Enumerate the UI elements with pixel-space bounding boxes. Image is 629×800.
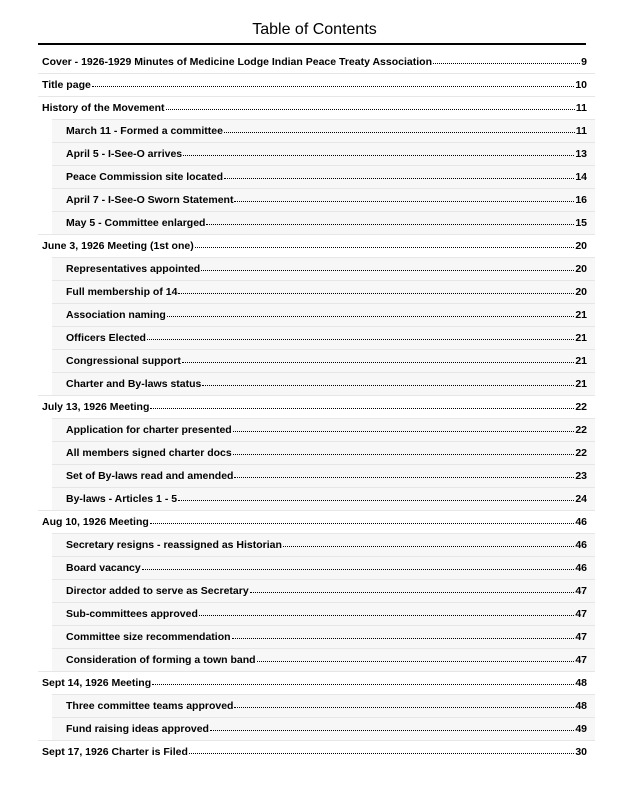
toc-entry-line bbox=[66, 539, 587, 551]
dot-leader bbox=[224, 178, 574, 179]
toc-entry-label: Charter and By-laws status bbox=[66, 378, 202, 390]
toc-entry-line bbox=[66, 217, 587, 229]
dot-leader bbox=[142, 569, 575, 570]
dot-leader bbox=[234, 201, 574, 202]
toc-entry-label: Representatives appointed bbox=[66, 263, 201, 275]
toc-entry-line bbox=[42, 102, 587, 114]
toc-entry-label: May 5 - Committee enlarged bbox=[66, 217, 206, 229]
toc-entry-line bbox=[66, 562, 587, 574]
toc-subsection-entry[interactable] bbox=[52, 142, 595, 165]
toc-section-entry[interactable] bbox=[38, 234, 595, 257]
dot-leader bbox=[199, 615, 574, 616]
toc-entry-page-number: 47 bbox=[575, 654, 587, 666]
dot-leader bbox=[210, 730, 574, 731]
toc-subsection-entry[interactable] bbox=[52, 188, 595, 211]
toc-entry-label: Full membership of 14 bbox=[66, 286, 178, 298]
toc-entry-page-number: 10 bbox=[575, 79, 587, 91]
toc-subsection-entry[interactable] bbox=[52, 257, 595, 280]
toc-entry-page-number: 20 bbox=[575, 286, 587, 298]
toc-entry-line bbox=[42, 79, 587, 91]
toc-entry-label: Sept 17, 1926 Charter is Filed bbox=[42, 746, 188, 758]
toc-entry-page-number: 13 bbox=[575, 148, 587, 160]
dot-leader bbox=[195, 247, 575, 248]
toc-entry-label: All members signed charter docs bbox=[66, 447, 232, 459]
dot-leader bbox=[234, 707, 574, 708]
toc-entry-line bbox=[66, 332, 587, 344]
toc-entry-page-number: 48 bbox=[575, 677, 587, 689]
toc-entry-page-number: 22 bbox=[575, 401, 587, 413]
toc-entry-page-number: 20 bbox=[575, 240, 587, 252]
toc-entry-line bbox=[66, 424, 587, 436]
dot-leader bbox=[152, 684, 574, 685]
dot-leader bbox=[233, 431, 575, 432]
toc-subsection-entry[interactable] bbox=[52, 211, 595, 234]
toc-entry-line bbox=[66, 654, 587, 666]
toc-entry-label: Sub-committees approved bbox=[66, 608, 198, 620]
dot-leader bbox=[233, 454, 575, 455]
toc-entry-line bbox=[66, 309, 587, 321]
toc-entry-line bbox=[42, 240, 587, 252]
toc-entry-line bbox=[42, 516, 587, 528]
toc-subsection-entry[interactable] bbox=[52, 625, 595, 648]
toc-entry-page-number: 21 bbox=[575, 332, 587, 344]
toc-entry-line bbox=[66, 263, 587, 275]
toc-entry-line bbox=[42, 56, 587, 68]
toc-entry-label: Peace Commission site located bbox=[66, 171, 223, 183]
dot-leader bbox=[150, 523, 575, 524]
toc-entry-label: Committee size recommendation bbox=[66, 631, 231, 643]
toc-subsection-entry[interactable] bbox=[52, 648, 595, 671]
table-of-contents bbox=[0, 50, 629, 763]
page-title: Table of Contents bbox=[252, 21, 377, 38]
toc-entry-page-number: 49 bbox=[575, 723, 587, 735]
toc-subsection-entry[interactable] bbox=[52, 303, 595, 326]
toc-entry-line bbox=[66, 631, 587, 643]
toc-entry-label: March 11 - Formed a committee bbox=[66, 125, 223, 137]
toc-entry-page-number: 20 bbox=[575, 263, 587, 275]
toc-subsection-entry[interactable] bbox=[52, 441, 595, 464]
toc-subsection-entry[interactable] bbox=[52, 349, 595, 372]
toc-entry-line bbox=[66, 723, 587, 735]
toc-subsection-entry[interactable] bbox=[52, 372, 595, 395]
toc-entry-label: Officers Elected bbox=[66, 332, 146, 344]
toc-entry-page-number: 22 bbox=[575, 447, 587, 459]
toc-entry-line bbox=[66, 585, 587, 597]
toc-entry-label: Application for charter presented bbox=[66, 424, 232, 436]
toc-entry-label: Fund raising ideas approved bbox=[66, 723, 209, 735]
toc-subsection-entry[interactable] bbox=[52, 119, 595, 142]
dot-leader bbox=[147, 339, 574, 340]
toc-entry-page-number: 22 bbox=[575, 424, 587, 436]
toc-entry-page-number: 16 bbox=[575, 194, 587, 206]
toc-entry-page-number: 48 bbox=[575, 700, 587, 712]
toc-subsection-entry[interactable] bbox=[52, 326, 595, 349]
toc-subsection-entry[interactable] bbox=[52, 533, 595, 556]
dot-leader bbox=[232, 638, 575, 639]
toc-entry-page-number: 46 bbox=[575, 516, 587, 528]
dot-leader bbox=[250, 592, 575, 593]
dot-leader bbox=[202, 385, 574, 386]
toc-entry-label: Three committee teams approved bbox=[66, 700, 234, 712]
toc-section-entry[interactable] bbox=[38, 671, 595, 694]
toc-entry-line bbox=[42, 746, 587, 758]
dot-leader bbox=[92, 86, 574, 87]
dot-leader bbox=[166, 109, 575, 110]
toc-entry-page-number: 11 bbox=[575, 125, 587, 137]
toc-entry-label: History of the Movement bbox=[42, 102, 165, 114]
toc-entry-line bbox=[66, 194, 587, 206]
toc-entry-label: Secretary resigns - reassigned as Historian bbox=[66, 539, 282, 551]
toc-entry-page-number: 47 bbox=[575, 631, 587, 643]
toc-entry-line bbox=[66, 125, 587, 137]
toc-entry-page-number: 30 bbox=[575, 746, 587, 758]
toc-entry-line bbox=[66, 447, 587, 459]
dot-leader bbox=[224, 132, 575, 133]
toc-entry-label: Congressional support bbox=[66, 355, 181, 367]
toc-subsection-entry[interactable] bbox=[52, 602, 595, 625]
toc-entry-line bbox=[66, 608, 587, 620]
toc-section-entry[interactable] bbox=[38, 510, 595, 533]
toc-entry-label: April 7 - I-See-O Sworn Statement bbox=[66, 194, 234, 206]
toc-entry-page-number: 23 bbox=[575, 470, 587, 482]
toc-entry-line bbox=[66, 355, 587, 367]
toc-entry-page-number: 46 bbox=[575, 562, 587, 574]
dot-leader bbox=[189, 753, 574, 754]
toc-section-entry[interactable] bbox=[38, 395, 595, 418]
toc-entry-label: Title page bbox=[42, 79, 91, 91]
dot-leader bbox=[257, 661, 575, 662]
toc-entry-line bbox=[42, 677, 587, 689]
toc-section-entry[interactable] bbox=[38, 740, 595, 763]
dot-leader bbox=[183, 155, 574, 156]
toc-section-entry[interactable] bbox=[38, 96, 595, 119]
toc-subsection-entry[interactable] bbox=[52, 717, 595, 740]
toc-entry-line bbox=[66, 148, 587, 160]
toc-entry-page-number: 46 bbox=[575, 539, 587, 551]
toc-entry-page-number: 47 bbox=[575, 608, 587, 620]
toc-section-entry[interactable] bbox=[38, 73, 595, 96]
dot-leader bbox=[167, 316, 575, 317]
toc-entry-label: Sept 14, 1926 Meeting bbox=[42, 677, 152, 689]
toc-entry-label: April 5 - I-See-O arrives bbox=[66, 148, 183, 160]
toc-subsection-entry[interactable] bbox=[52, 280, 595, 303]
toc-entry-page-number: 21 bbox=[575, 355, 587, 367]
toc-subsection-entry[interactable] bbox=[52, 579, 595, 602]
dot-leader bbox=[150, 408, 574, 409]
toc-entry-label: Aug 10, 1926 Meeting bbox=[42, 516, 149, 528]
title-divider bbox=[38, 43, 586, 45]
dot-leader bbox=[234, 477, 574, 478]
toc-entry-label: Association naming bbox=[66, 309, 166, 321]
toc-section-entry[interactable] bbox=[38, 50, 595, 73]
toc-entry-page-number: 15 bbox=[575, 217, 587, 229]
toc-entry-page-number: 47 bbox=[575, 585, 587, 597]
toc-entry-line bbox=[66, 286, 587, 298]
toc-entry-label: Board vacancy bbox=[66, 562, 141, 574]
toc-entry-label: Consideration of forming a town band bbox=[66, 654, 256, 666]
toc-entry-page-number: 21 bbox=[575, 309, 587, 321]
toc-entry-line bbox=[66, 171, 587, 183]
toc-entry-label: By-laws - Articles 1 - 5 bbox=[66, 493, 178, 505]
toc-entry-line bbox=[66, 470, 587, 482]
toc-entry-page-number: 14 bbox=[575, 171, 587, 183]
toc-entry-label: Cover - 1926-1929 Minutes of Medicine Lodge Indian Peace Treaty Association bbox=[42, 56, 432, 68]
toc-subsection-entry[interactable] bbox=[52, 694, 595, 717]
dot-leader bbox=[283, 546, 574, 547]
toc-entry-line bbox=[66, 700, 587, 712]
toc-entry-label: June 3, 1926 Meeting (1st one) bbox=[42, 240, 194, 252]
dot-leader bbox=[182, 362, 574, 363]
toc-subsection-entry[interactable] bbox=[52, 418, 595, 441]
toc-entry-page-number: 21 bbox=[575, 378, 587, 390]
dot-leader bbox=[178, 293, 574, 294]
toc-subsection-entry[interactable] bbox=[52, 487, 595, 510]
toc-entry-label: July 13, 1926 Meeting bbox=[42, 401, 150, 413]
toc-entry-line bbox=[66, 493, 587, 505]
toc-entry-line bbox=[42, 401, 587, 413]
toc-subsection-entry[interactable] bbox=[52, 464, 595, 487]
toc-subsection-entry[interactable] bbox=[52, 165, 595, 188]
toc-entry-page-number: 11 bbox=[575, 102, 587, 114]
dot-leader bbox=[433, 63, 580, 64]
toc-entry-page-number: 9 bbox=[581, 56, 587, 68]
toc-entry-page-number: 24 bbox=[575, 493, 587, 505]
toc-entry-label: Director added to serve as Secretary bbox=[66, 585, 249, 597]
toc-entry-label: Set of By-laws read and amended bbox=[66, 470, 234, 482]
dot-leader bbox=[201, 270, 574, 271]
toc-entry-line bbox=[66, 378, 587, 390]
toc-subsection-entry[interactable] bbox=[52, 556, 595, 579]
dot-leader bbox=[206, 224, 574, 225]
dot-leader bbox=[178, 500, 574, 501]
